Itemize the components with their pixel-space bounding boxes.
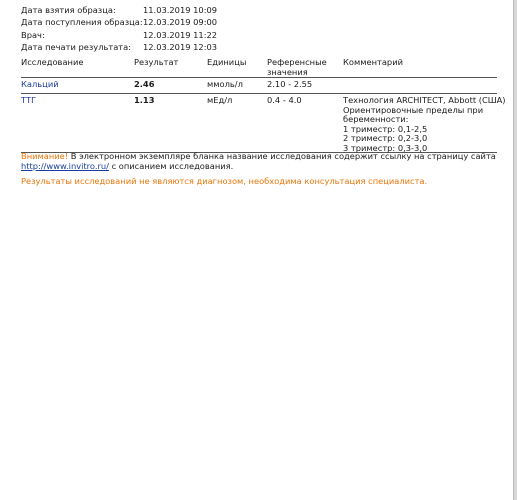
info-value: 12.03.2019 11:22 bbox=[143, 29, 218, 40]
sample-info bbox=[21, 4, 321, 54]
comment-line: 1 триместр: 0,1-2,5 bbox=[343, 123, 428, 134]
warning-label: Внимание! bbox=[21, 151, 69, 161]
units-value: мЕд/л bbox=[207, 95, 233, 105]
info-value: 11.03.2019 10:09 bbox=[143, 5, 218, 15]
info-value: 12.03.2019 12:03 bbox=[143, 42, 218, 53]
header-test: Исследование bbox=[21, 57, 84, 67]
result-value: 1.13 bbox=[134, 95, 155, 105]
info-label: Врач: bbox=[21, 29, 45, 40]
comment-cell bbox=[343, 95, 506, 153]
notice-paragraph bbox=[21, 151, 501, 171]
test-name-link[interactable]: Кальций bbox=[21, 79, 59, 89]
reference-value: 0.4 - 4.0 bbox=[267, 95, 302, 105]
notice-text-end: с описанием исследования. bbox=[108, 161, 234, 171]
units-value: ммоль/л bbox=[207, 79, 243, 89]
results-table bbox=[21, 57, 506, 153]
result-value: 2.46 bbox=[134, 79, 155, 89]
table-row bbox=[21, 95, 506, 153]
header-comment: Комментарий bbox=[343, 57, 403, 67]
header-reference: Референсные значения bbox=[267, 57, 327, 77]
header-result: Результат bbox=[134, 57, 179, 67]
scrollbar-edge bbox=[513, 0, 517, 500]
comment-line: 3 триместр: 0,3-3,0 bbox=[343, 142, 428, 153]
info-label: Дата взятия образца: bbox=[21, 5, 116, 15]
table-header bbox=[21, 58, 497, 77]
info-label: Дата поступления образца: bbox=[21, 17, 143, 28]
disclaimer-text: Результаты исследований не являются диагнозом, необходима консультация специалиста. bbox=[21, 176, 428, 186]
row-divider bbox=[21, 93, 497, 94]
info-label: Дата печати результата: bbox=[21, 42, 132, 53]
comment-line: беременности: bbox=[343, 114, 409, 124]
header-units: Единицы bbox=[207, 57, 247, 67]
header-divider bbox=[21, 77, 497, 78]
invitro-link[interactable]: http://www.invitro.ru/ bbox=[21, 161, 109, 171]
reference-value: 2.10 - 2.55 bbox=[267, 79, 313, 89]
table-row bbox=[21, 80, 497, 93]
test-name-link[interactable]: ТТГ bbox=[21, 95, 37, 105]
notice-text: В электронном экземпляре бланка название исследования содержит ссылку на страницу сайта bbox=[68, 151, 496, 161]
comment-line: Ориентировочные пределы при bbox=[343, 104, 484, 115]
comment-line: Технология ARCHITECT, Abbott (США) bbox=[343, 95, 506, 105]
info-row bbox=[21, 16, 321, 28]
info-row bbox=[21, 29, 321, 41]
info-value: 12.03.2019 09:00 bbox=[143, 17, 218, 28]
info-row bbox=[21, 4, 321, 16]
info-row bbox=[21, 41, 321, 53]
comment-line: 2 триместр: 0,2-3,0 bbox=[343, 133, 428, 143]
